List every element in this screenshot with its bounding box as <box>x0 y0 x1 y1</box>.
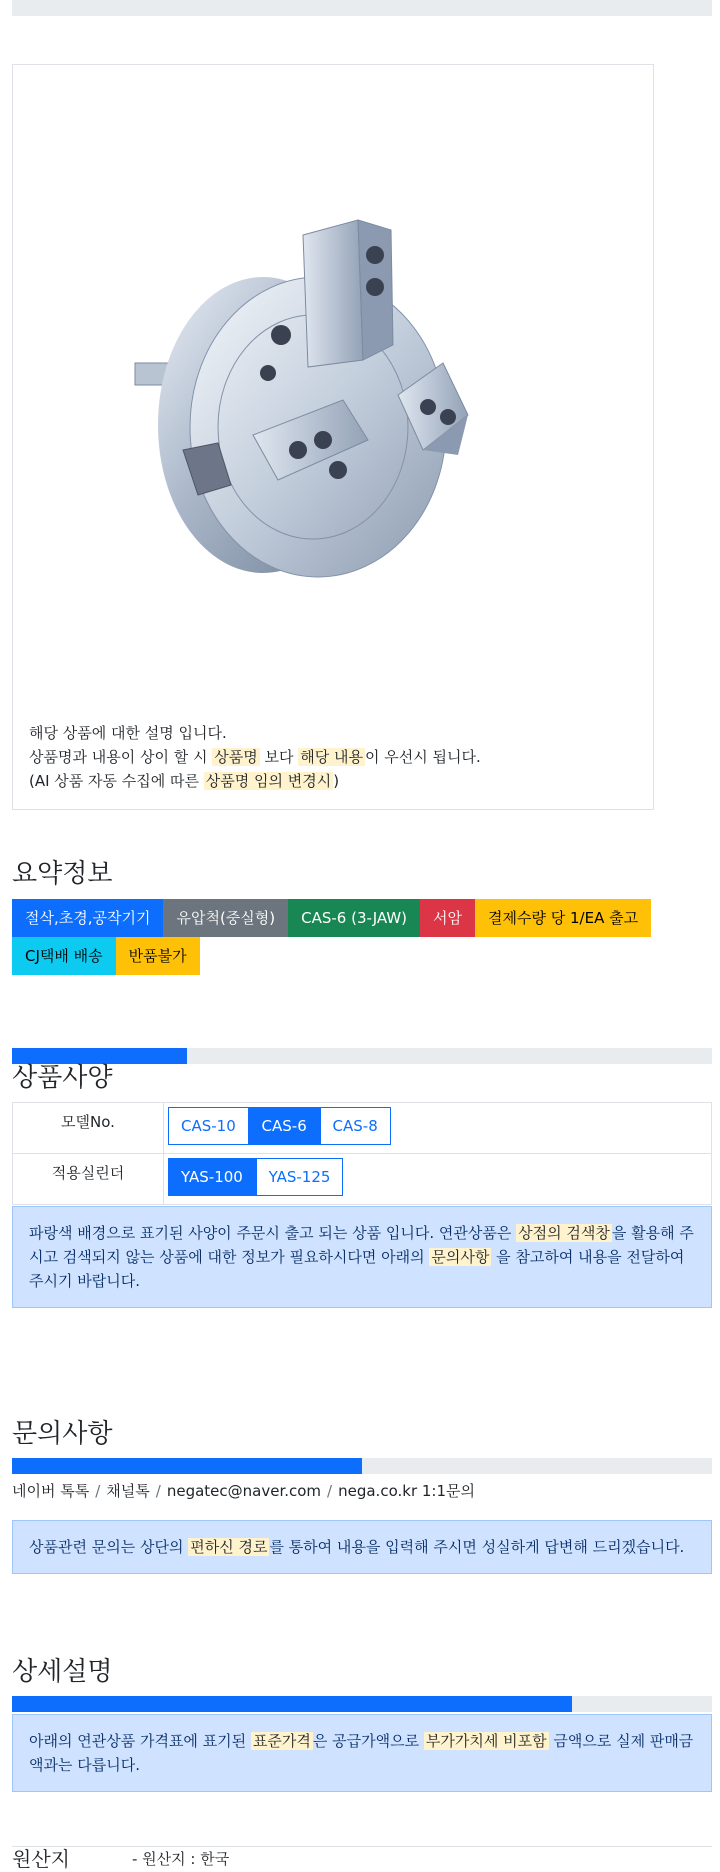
product-description <box>29 721 481 793</box>
description-text: (AI 상품 자동 수집에 따른 <box>29 772 204 790</box>
return-badge: 반품불가 <box>116 937 200 975</box>
type-badge: 유압척(중실형) <box>163 899 288 937</box>
product-image <box>113 195 573 655</box>
summary-badges <box>12 899 712 975</box>
contact-naver-talk[interactable]: 네이버 톡톡 <box>12 1482 90 1500</box>
highlight-vat-excluded: 부가가치세 비포함 <box>425 1732 547 1750</box>
separator: / <box>95 1482 101 1500</box>
separator: / <box>155 1482 161 1500</box>
notice-text: 파랑색 배경으로 표기된 사양이 주문시 출고 되는 상품 입니다. 연관상품은 <box>29 1224 517 1242</box>
brand-badge: 서암 <box>420 899 475 937</box>
contact-breadcrumb <box>12 1480 475 1501</box>
option-yas-125[interactable]: YAS-125 <box>256 1158 344 1196</box>
description-text: 보다 <box>259 748 299 766</box>
highlight-standard-price: 표준가격 <box>252 1732 311 1750</box>
spec-label-model: 모델No. <box>13 1103 164 1154</box>
summary-title: 요약정보 <box>12 859 113 889</box>
quantity-badge: 결제수량 당 1/EA 출고 <box>475 899 651 937</box>
spec-table <box>12 1102 712 1205</box>
notice-text: 을 활용해 주시고 검색되지 않는 상품에 대한 정보가 필요하시다면 아래의 <box>29 1224 694 1266</box>
notice-text: 금액으로 실제 판매금액과는 다릅니다. <box>29 1732 694 1774</box>
spec-row-cylinder <box>13 1154 712 1205</box>
inquiry-progress-bar <box>12 1458 712 1474</box>
notice-text: 를 통하여 내용을 입력해 주시면 성실하게 답변해 드리겠습니다. <box>269 1538 685 1556</box>
origin-value: - 원산지 : 한국 <box>132 1850 230 1868</box>
spec-title: 상품사양 <box>12 1063 113 1093</box>
description-text: 상품명과 내용이 상이 할 시 <box>29 748 213 766</box>
option-cas-8[interactable]: CAS-8 <box>320 1107 391 1145</box>
option-cas-10[interactable]: CAS-10 <box>168 1107 249 1145</box>
detail-title: 상세설명 <box>12 1657 113 1687</box>
highlight-inquiry: 문의사항 <box>431 1248 490 1266</box>
description-line-3 <box>29 769 481 793</box>
highlight-content: 해당 내용 <box>300 748 363 766</box>
notice-text: 은 공급가액으로 <box>312 1732 424 1750</box>
top-bar <box>12 0 712 16</box>
highlight-search: 상점의 검색창 <box>518 1224 610 1242</box>
spec-notice <box>12 1206 712 1308</box>
origin-label: 원산지 <box>12 1847 70 1871</box>
notice-text: 을 참고하여 내용을 전달하여 주시기 바랍니다. <box>29 1248 685 1290</box>
option-cas-6[interactable]: CAS-6 <box>249 1107 320 1145</box>
spec-row-model <box>13 1103 712 1154</box>
description-line-2 <box>29 745 481 769</box>
spec-options-model <box>164 1103 712 1154</box>
option-yas-100[interactable]: YAS-100 <box>168 1158 256 1196</box>
detail-progress-fill <box>12 1696 572 1712</box>
highlight-product-name: 상품명 <box>214 748 258 766</box>
detail-progress-bar <box>12 1696 712 1712</box>
model-badge: CAS-6 (3-JAW) <box>288 899 420 937</box>
contact-email[interactable]: negatec@naver.com <box>166 1482 322 1500</box>
spec-label-cylinder: 적용실린더 <box>13 1154 164 1205</box>
shipping-badge: CJ택배 배송 <box>12 937 116 975</box>
notice-text: 상품관련 문의는 상단의 <box>29 1538 189 1556</box>
origin-divider <box>12 1846 712 1847</box>
separator: / <box>327 1482 333 1500</box>
description-text: ) <box>333 772 340 790</box>
product-image-card <box>12 64 654 810</box>
notice-text: 아래의 연관상품 가격표에 표기된 <box>29 1732 251 1750</box>
description-text: 이 우선시 됩니다. <box>364 748 481 766</box>
highlight-route: 편하신 경로 <box>190 1538 268 1556</box>
inquiry-progress-fill <box>12 1458 362 1474</box>
contact-site-inquiry[interactable]: nega.co.kr 1:1문의 <box>338 1482 475 1500</box>
inquiry-title: 문의사항 <box>12 1419 113 1449</box>
detail-notice <box>12 1714 712 1792</box>
spec-progress-bar <box>12 1048 712 1064</box>
description-line-1: 해당 상품에 대한 설명 입니다. <box>29 724 227 742</box>
spec-options-cylinder <box>164 1154 712 1205</box>
category-badge: 절삭,초경,공작기기 <box>12 899 163 937</box>
inquiry-notice <box>12 1520 712 1574</box>
highlight-name-change: 상품명 임의 변경시 <box>205 772 332 790</box>
contact-channel-talk[interactable]: 채널톡 <box>106 1482 150 1500</box>
